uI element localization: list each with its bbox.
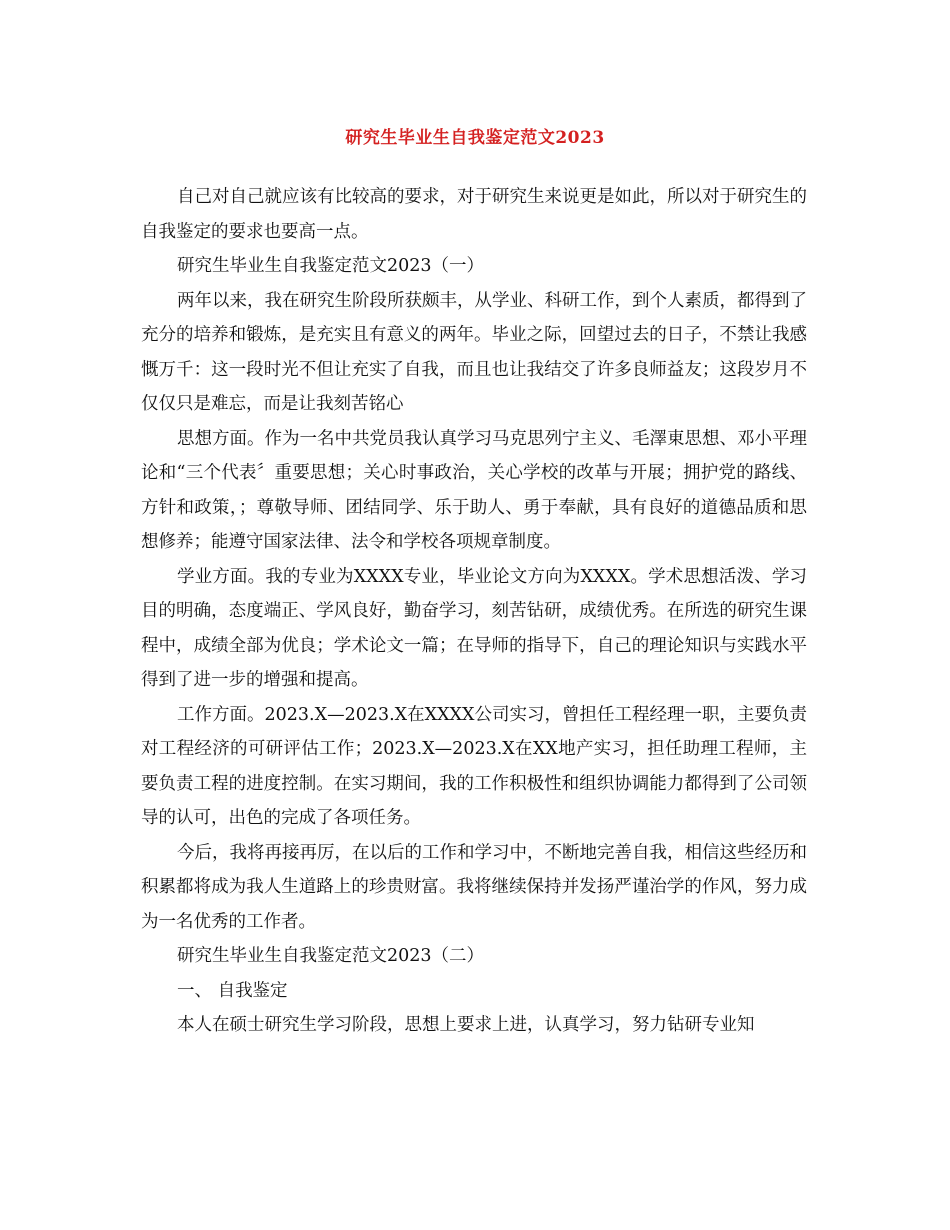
paragraph-academics: 学业方面。我的专业为XXXX专业，毕业论文方向为XXXX。学术思想活泼、学习目的明确，态度端正、学风良好，勤奋学习，刻苦钻研，成绩优秀。在所选的研究生课程中，成绩全部为优良；学术论文一篇；在导师的指导下，自己的理论知识与实践水平得到了进一步的增强和提高。 [141, 566, 807, 690]
paragraph-work: 工作方面。2023.X—2023.X在XXXX公司实习，曾担任工程经理一职，主要负责对工程经济的可研评估工作；2023.X—2023.X在XX地产实习，担任助理工程师，主要负责工程的进度控制。在实习期间，我的工作积极性和组织协调能力都得到了公司领导的认可，出色的完成了各项任务。 [141, 704, 807, 828]
paragraph-overview: 两年以来，我在研究生阶段所获颇丰，从学业、科研工作，到个人素质，都得到了充分的培养和锻炼，是充实且有意义的两年。毕业之际，回望过去的日子，不禁让我感慨万千：这一段时光不但让充实了自我，而且也让我结交了许多良师益友；这段岁月不仅仅只是难忘，而是让我刻苦铭心 [141, 290, 807, 414]
section-heading-1: 研究生毕业生自我鉴定范文2023（一） [177, 256, 485, 276]
paragraph-future: 今后，我将再接再厉，在以后的工作和学习中，不断地完善自我，相信这些经历和积累都将成为我人生道路上的珍贵财富。我将继续保持并发扬严谨治学的作风，努力成为一名优秀的工作者。 [141, 842, 807, 932]
section-heading-2: 研究生毕业生自我鉴定范文2023（二） [177, 946, 485, 966]
subsection-heading: 一、 自我鉴定 [177, 980, 288, 1001]
paragraph-ideology: 思想方面。作为一名中共党员我认真学习马克思列宁主义、毛澤東思想、邓小平理论和“三个代表〞重要思想；关心时事政治，关心学校的改革与开展；拥护党的路线、方针和政策，；尊敬导师、团结同学、乐于助人、勇于奉献，具有良好的道德品质和思想修养；能遵守国家法律、法令和学校各项规章制度。 [141, 428, 807, 552]
paragraph-self-assessment: 本人在硕士研究生学习阶段，思想上要求上进，认真学习，努力钻研专业知 [177, 1015, 755, 1035]
document-body [141, 180, 807, 1043]
document-title: 研究生毕业生自我鉴定范文2023 [345, 128, 605, 148]
intro-paragraph: 自己对自己就应该有比较高的要求，对于研究生来说更是如此，所以对于研究生的自我鉴定的要求也要高一点。 [141, 187, 807, 242]
